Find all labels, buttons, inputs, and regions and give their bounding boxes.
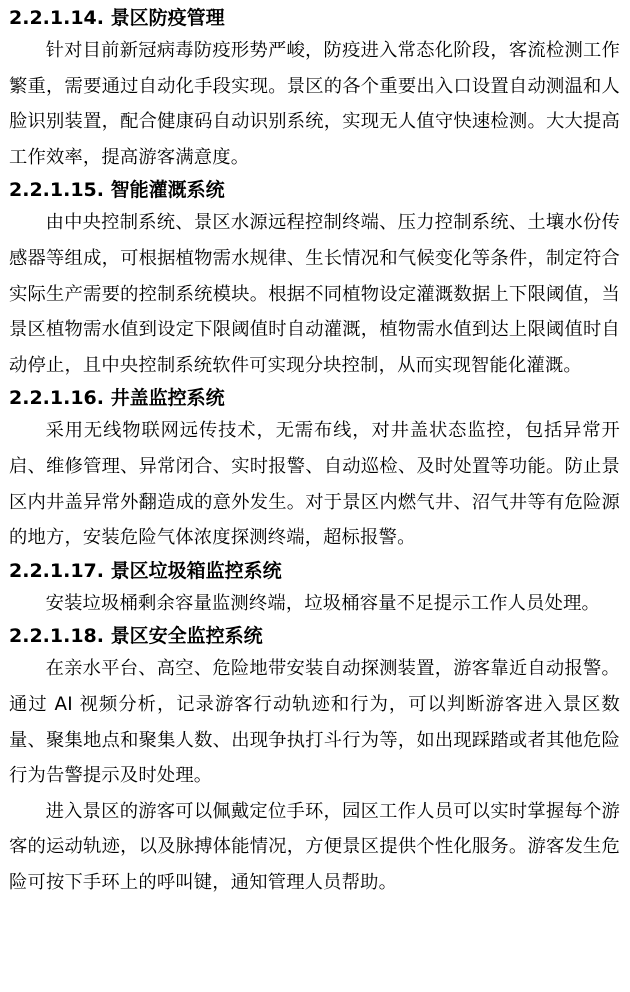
section-manhole-monitoring [9,384,620,555]
section-heading: 2.2.1.16. 井盖监控系统 [9,387,225,410]
section-paragraph: 在亲水平台、高空、危险地带安装自动探测装置，游客靠近自动报警。通过 AI 视频分析，记录游客行动轨迹和行为，可以判断游客进入景区数量、聚集地点和聚集人数、出现争执打斗行为等，如出现踩踏或者其他危险行为告警提示及时处理。 [9,658,620,787]
section-paragraph: 安装垃圾桶剩余容量监测终端，垃圾桶容量不足提示工作人员处理。 [45,592,601,614]
section-smart-irrigation [9,176,620,383]
section-paragraph: 针对目前新冠病毒防疫形势严峻，防疫进入常态化阶段，客流检测工作繁重，需要通过自动化手段实现。景区的各个重要出入口设置自动测温和人脸识别装置，配合健康码自动识别系统，实现无人值守快速检测。大大提高工作效率，提高游客满意度。 [9,40,620,168]
section-safety-monitoring [9,622,620,900]
section-heading: 2.2.1.14. 景区防疫管理 [9,7,225,29]
section-scenic-epidemic-management [9,4,620,175]
section-garbage-bin-monitoring [9,557,620,622]
section-heading: 2.2.1.17. 景区垃圾箱监控系统 [9,559,282,582]
section-heading: 2.2.1.18. 景区安全监控系统 [9,625,263,648]
section-heading: 2.2.1.15. 智能灌溉系统 [9,179,225,202]
section-paragraph: 采用无线物联网远传技术，无需布线，对井盖状态监控，包括异常开启、维修管理、异常闭合、实时报警、自动巡检、及时处置等功能。防止景区内井盖异常外翻造成的意外发生。对于景区内燃气井、沼气井等有危险源的地方，安装危险气体浓度探测终端，超标报警。 [9,420,620,549]
section-paragraph: 进入景区的游客可以佩戴定位手环，园区工作人员可以实时掌握每个游客的运动轨迹，以及脉搏体能情况，方便景区提供个性化服务。游客发生危险可按下手环上的呼叫键，通知管理人员帮助。 [9,800,620,893]
section-paragraph: 由中央控制系统、景区水源远程控制终端、压力控制系统、土壤水份传感器等组成，可根据植物需水规律、生长情况和气候变化等条件，制定符合实际生产需要的控制系统模块。根据不同植物设定灌溉数据上下限阈值，当景区植物需水值到设定下限阈值时自动灌溉，植物需水值到达上限阈值时自动停止，且中央控制系统软件可实现分块控制，从而实现智能化灌溉。 [9,212,620,376]
